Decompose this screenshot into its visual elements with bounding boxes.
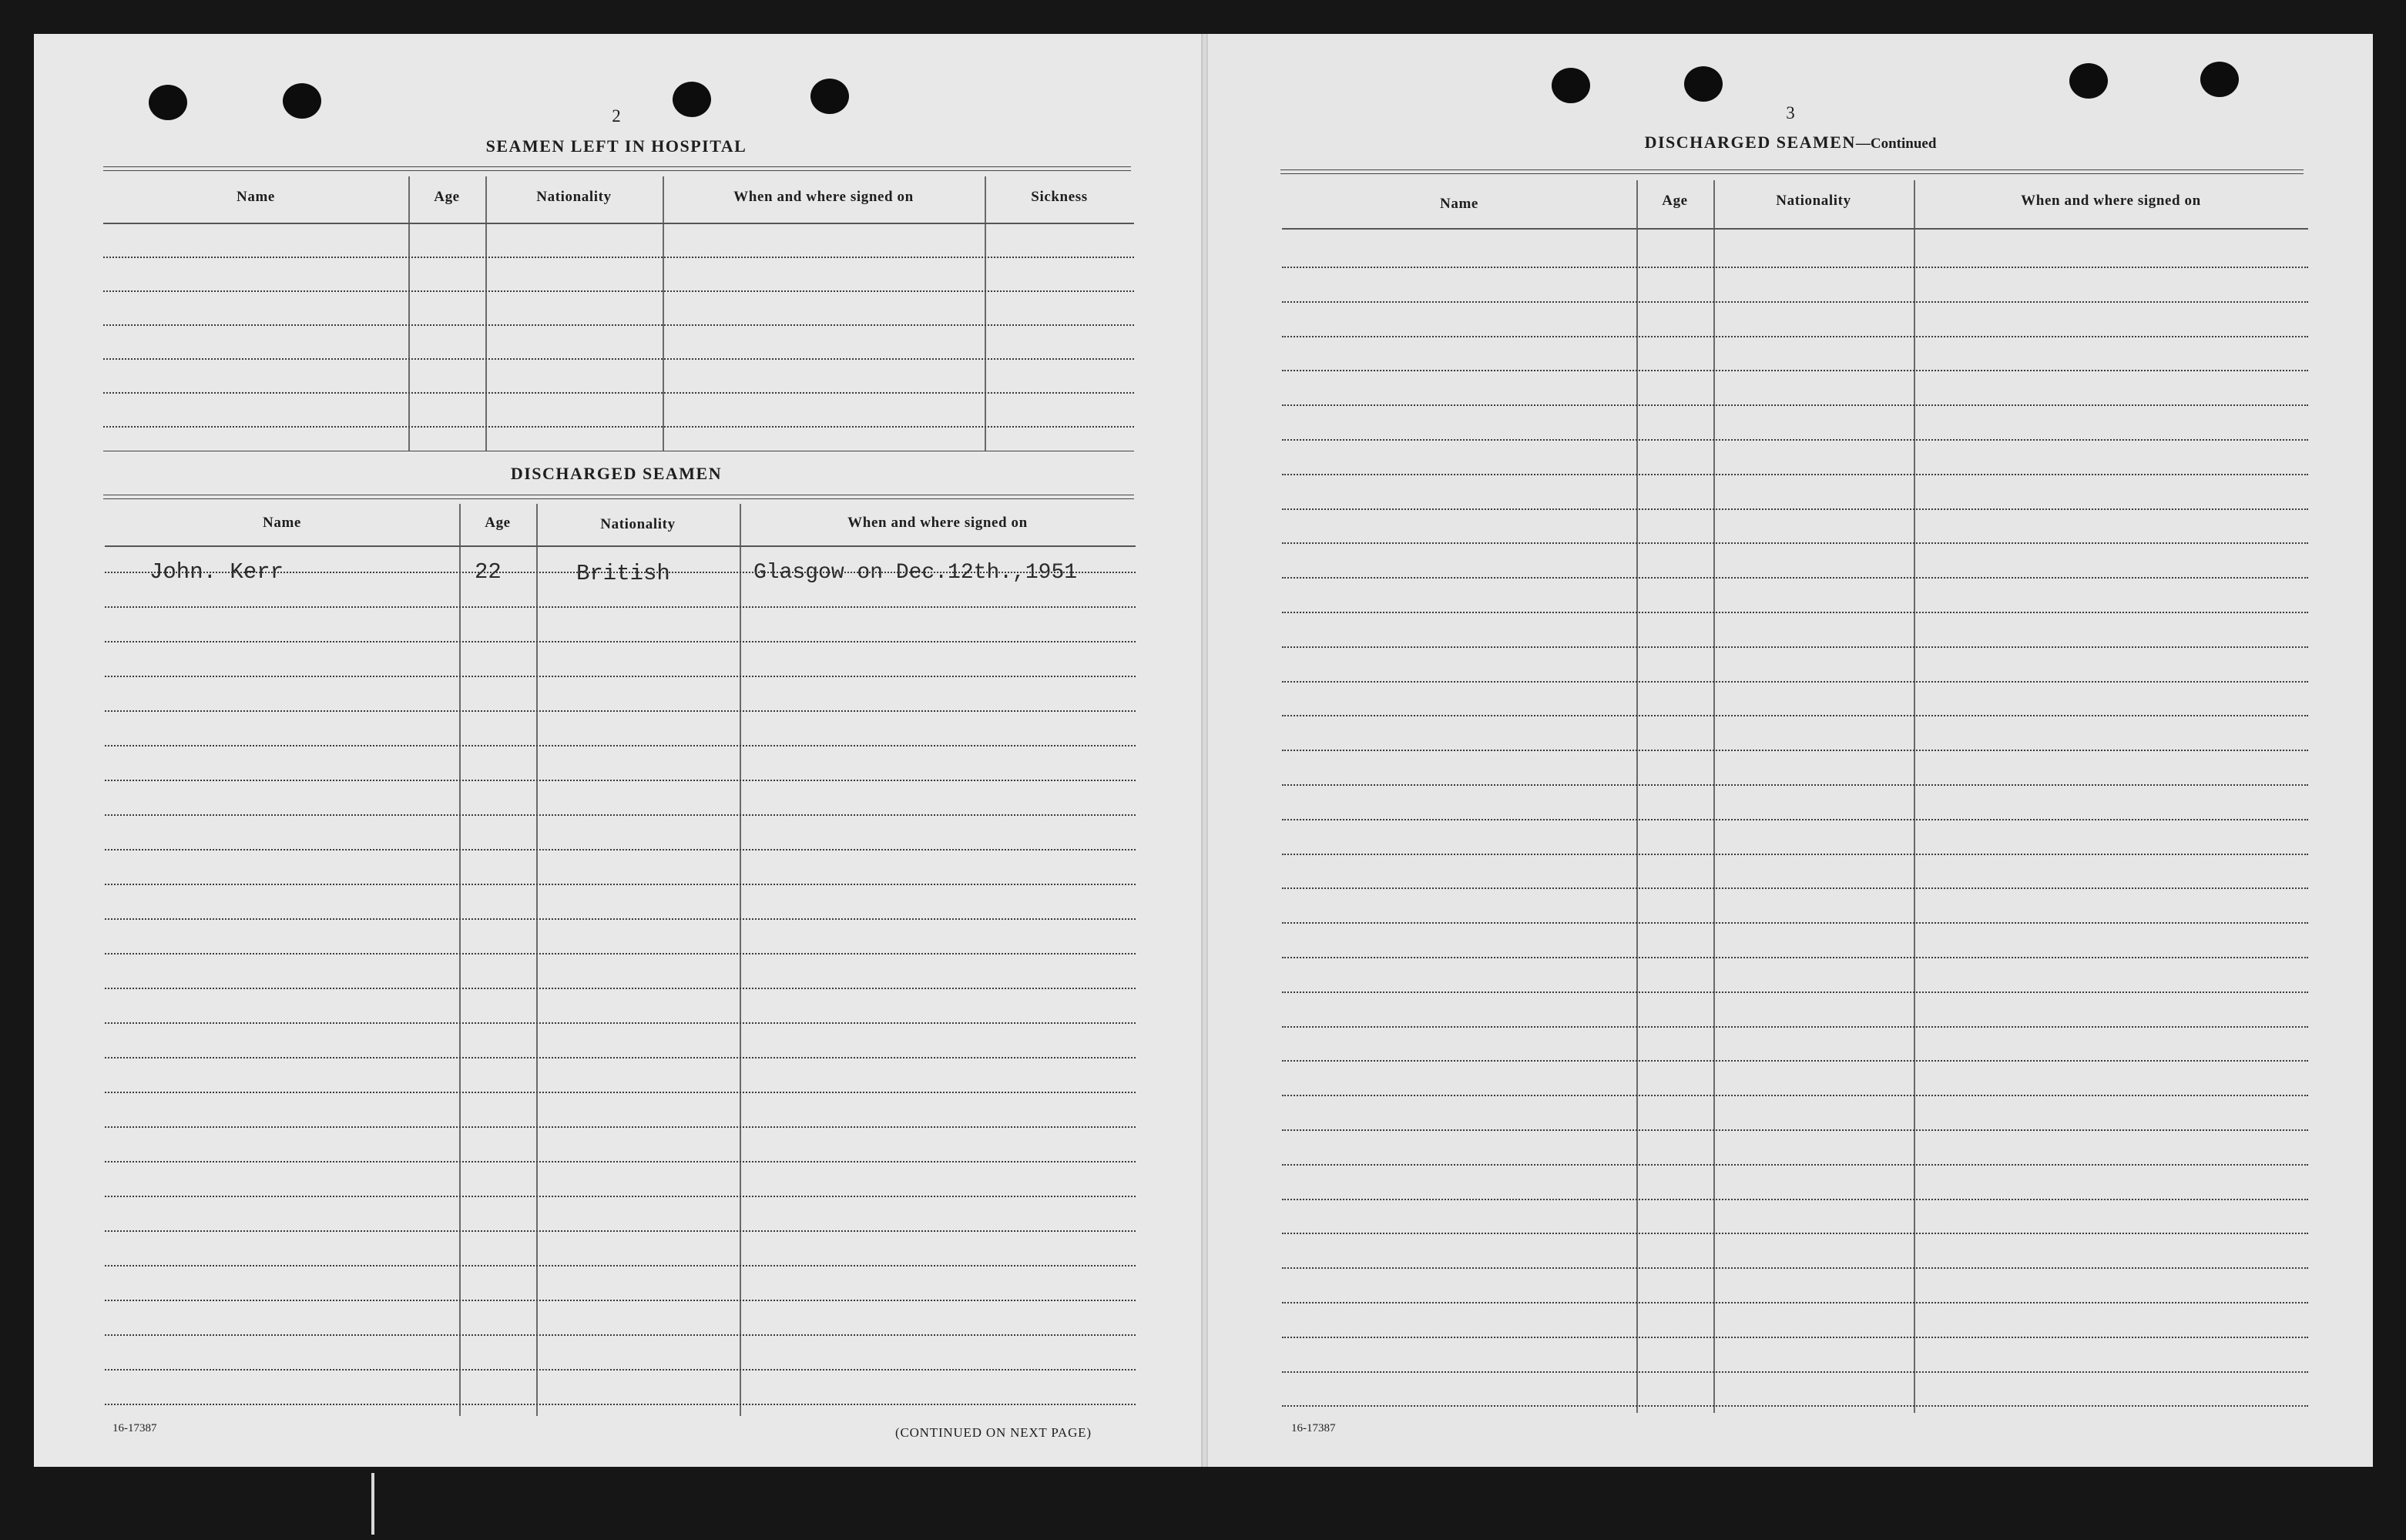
row-rule [1282,370,2308,371]
row-rule [1282,1060,2308,1062]
row-rule [1282,887,2308,889]
row-rule [1282,1371,2308,1373]
column-header-age: Age [434,189,460,205]
table-cell-nationality: British [576,561,670,586]
row-rule [1282,784,2308,786]
punch-hole [2069,63,2108,99]
page-number: 2 [612,106,621,126]
punch-hole [810,79,849,114]
row-rule [1282,750,2308,751]
punch-hole [1552,68,1590,103]
form-number: 16-17387 [112,1422,157,1434]
row-rule [105,1092,1136,1093]
row-rule [105,710,1136,712]
row-rule [1282,646,2308,648]
section-title-discharged: DISCHARGED SEAMEN [510,464,723,483]
row-rule [105,1057,1136,1059]
row-rule [105,1404,1136,1405]
row-rule [1282,612,2308,613]
column-header-nationality: Nationality [600,516,676,532]
row-rule [1282,508,2308,510]
row-rule [1282,1405,2308,1407]
row-rule [1282,1302,2308,1303]
table-cell-signed-on: Glasgow on Dec.12th.,1951 [753,561,1078,585]
section-rule [1280,169,2304,174]
column-header-signed-on: When and where signed on [733,189,914,205]
row-rule [1282,404,2308,406]
hospital-table [103,176,1134,451]
row-rule [105,780,1136,781]
row-rule [1282,1164,2308,1166]
row-rule [1282,715,2308,716]
row-rule [105,745,1136,747]
punch-hole [149,85,187,120]
row-rule [1282,577,2308,579]
row-rule [105,1334,1136,1336]
row-rule [1282,957,2308,958]
row-rule [105,849,1136,851]
row-rule [105,918,1136,920]
row-rule [105,1265,1136,1267]
row-rule [105,1230,1136,1232]
row-rule [1282,1095,2308,1096]
column-header-signed-on: When and where signed on [2021,193,2201,209]
column-header-sickness: Sickness [1031,189,1088,205]
column-header-signed-on: When and where signed on [847,515,1028,531]
row-rule [1282,1267,2308,1269]
column-header-name: Name [237,189,275,205]
row-rule [1282,474,2308,475]
row-rule [1282,267,2308,268]
row-rule [1282,542,2308,544]
punch-hole [283,83,321,119]
row-rule [1282,681,2308,683]
punch-hole [2200,62,2239,97]
row-rule [105,1369,1136,1371]
row-rule [105,606,1136,608]
table-cell-age: 22 [475,559,502,585]
film-strip-mark [371,1473,374,1535]
row-rule [105,814,1136,816]
row-rule [105,953,1136,955]
column-header-nationality: Nationality [536,189,612,205]
row-rule [1282,1233,2308,1234]
section-rule [103,166,1131,171]
row-rule [1282,1199,2308,1200]
row-rule [105,988,1136,989]
row-rule [105,1126,1136,1128]
row-rule [1282,1337,2308,1338]
form-number: 16-17387 [1291,1422,1336,1434]
row-rule [105,1022,1136,1024]
row-rule [105,1161,1136,1163]
column-header-age: Age [1662,193,1688,209]
punch-hole [1684,66,1723,102]
section-title-hospital: SEAMEN LEFT IN HOSPITAL [485,136,747,156]
discharged-table [105,504,1136,1416]
row-rule [1282,991,2308,993]
continued-note: (CONTINUED ON NEXT PAGE) [895,1425,1092,1440]
row-rule [1282,819,2308,820]
section-title-discharged-continued: DISCHARGED SEAMEN—Continued [1644,133,1937,152]
row-rule [1282,439,2308,441]
discharged-continued-table [1282,180,2308,1413]
row-rule [1282,1026,2308,1028]
row-rule [105,572,1136,573]
row-rule [105,1300,1136,1301]
table-cell-name: John. Kerr [149,559,284,585]
row-rule [105,641,1136,643]
row-rule [105,676,1136,677]
row-rule [1282,1129,2308,1131]
page-gutter [1201,34,1208,1467]
row-rule [105,884,1136,885]
page-number: 3 [1786,103,1795,122]
row-rule [1282,854,2308,855]
row-rule [105,1196,1136,1197]
row-rule [1282,922,2308,924]
row-rule [1282,336,2308,337]
column-header-nationality: Nationality [1776,193,1851,209]
column-header-age: Age [485,515,511,531]
column-header-name: Name [1440,196,1478,212]
section-rule [103,495,1134,499]
column-header-name: Name [263,515,301,531]
row-rule [1282,301,2308,303]
